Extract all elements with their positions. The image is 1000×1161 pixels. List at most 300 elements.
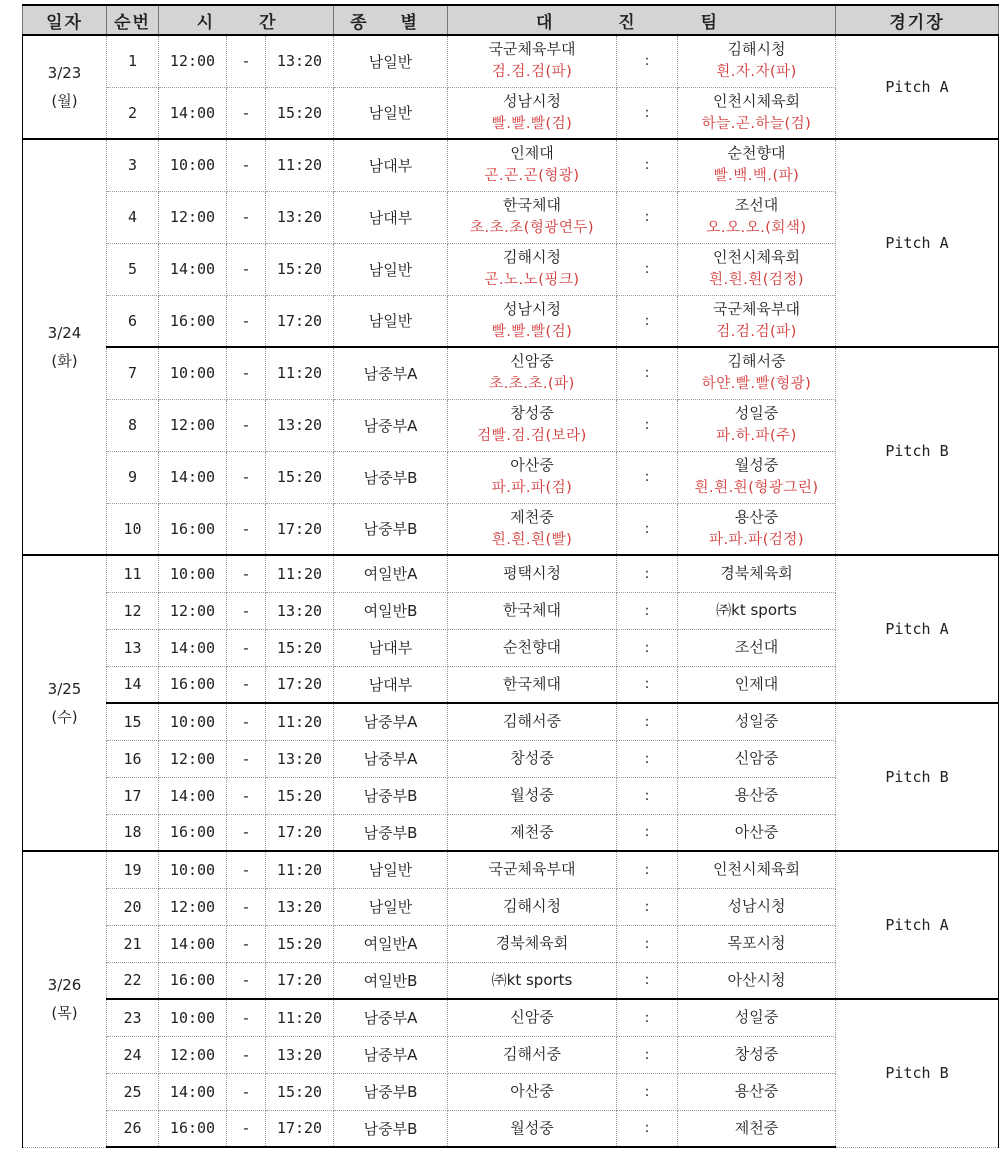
vs-colon: :: [617, 347, 678, 399]
start-time: 12:00: [159, 740, 227, 777]
home-team: 아산중: [510, 456, 554, 474]
home-team: 월성중: [510, 786, 554, 804]
match-number: 17: [107, 777, 159, 814]
time-separator: -: [227, 87, 266, 139]
category-cell: 남대부: [334, 666, 448, 703]
date-label: 3/26: [47, 976, 82, 995]
home-team: 김해시청: [503, 897, 561, 915]
vs-colon: :: [617, 451, 678, 503]
vs-colon: :: [617, 814, 678, 851]
end-time: 13:20: [266, 740, 334, 777]
home-uniform: 초.초.초(형광연두): [469, 220, 595, 236]
vs-colon: :: [617, 139, 678, 191]
time-separator: -: [227, 451, 266, 503]
category-cell: 남대부: [334, 139, 448, 191]
time-separator: -: [227, 814, 266, 851]
start-time: 10:00: [159, 139, 227, 191]
home-team-cell: [448, 35, 617, 87]
home-team: 인제대: [510, 144, 554, 163]
date-cell: [23, 35, 107, 139]
start-time: 16:00: [159, 503, 227, 555]
weekday-label: (목): [51, 1004, 78, 1023]
home-team: 제천중: [510, 822, 554, 841]
away-team-cell: [678, 1073, 836, 1110]
home-team-cell: [448, 851, 617, 888]
end-time: 13:20: [266, 191, 334, 243]
home-team: 경북체육회: [495, 934, 569, 952]
start-time: 12:00: [159, 888, 227, 925]
weekday-label: (월): [51, 92, 78, 110]
end-time: 13:20: [266, 1036, 334, 1073]
category-cell: 남일반: [334, 35, 448, 87]
vs-colon: :: [617, 1073, 678, 1110]
end-time: 11:20: [266, 139, 334, 191]
time-separator: -: [227, 295, 266, 347]
home-team: 김해서중: [503, 1045, 561, 1063]
end-time: 17:20: [266, 503, 334, 555]
home-team-cell: [448, 347, 617, 399]
away-uniform: 하늘.곤.하늘(검): [701, 115, 812, 132]
venue-cell: Pitch B: [836, 347, 999, 555]
away-team-cell: [678, 592, 836, 629]
away-team-cell: [678, 925, 836, 962]
match-row: [23, 35, 999, 87]
vs-colon: :: [617, 629, 678, 666]
vs-colon: :: [617, 777, 678, 814]
away-team: 성일중: [734, 712, 779, 731]
home-uniform: 곤.노.노(핑크): [484, 272, 580, 288]
start-time: 16:00: [159, 1110, 227, 1147]
match-number: 6: [107, 295, 159, 347]
away-team-cell: [678, 139, 836, 191]
end-time: 17:20: [266, 962, 334, 999]
home-team: 평택시청: [503, 564, 561, 583]
category-cell: 남중부B: [334, 777, 448, 814]
time-separator: -: [227, 1110, 266, 1147]
start-time: 10:00: [159, 999, 227, 1036]
end-time: 13:20: [266, 35, 334, 87]
venue-cell: Pitch B: [836, 999, 999, 1147]
away-uniform: 검.검.검(파): [716, 323, 797, 340]
away-team: 아산시청: [727, 970, 786, 989]
away-team-cell: [678, 629, 836, 666]
away-uniform: 흰.자.자(파): [716, 64, 797, 81]
start-time: 14:00: [159, 243, 227, 295]
header-date: 일자: [23, 5, 107, 35]
away-team-cell: [678, 399, 836, 451]
date-label: 3/24: [47, 324, 82, 342]
away-team-cell: [678, 1036, 836, 1073]
end-time: 15:20: [266, 87, 334, 139]
away-team: 조선대: [734, 638, 779, 656]
match-row: [23, 703, 999, 740]
category-cell: 남중부A: [334, 999, 448, 1036]
match-row: [23, 851, 999, 888]
category-cell: 남대부: [334, 191, 448, 243]
vs-colon: :: [617, 851, 678, 888]
category-cell: 남일반: [334, 243, 448, 295]
match-row: [23, 139, 999, 191]
match-number: 22: [107, 962, 159, 999]
category-cell: 여일반B: [334, 592, 448, 629]
home-team-cell: [448, 740, 617, 777]
home-team-cell: [448, 814, 617, 851]
home-team: 한국체대: [503, 196, 561, 214]
vs-colon: :: [617, 87, 678, 139]
start-time: 10:00: [159, 555, 227, 592]
vs-colon: :: [617, 999, 678, 1036]
home-team: 국군체육부대: [488, 860, 576, 879]
home-team-cell: [448, 666, 617, 703]
home-uniform: 검빨.검.검(보라): [477, 428, 587, 444]
away-team-cell: [678, 666, 836, 703]
away-team: 성남시청: [727, 897, 786, 915]
home-team-cell: [448, 451, 617, 503]
start-time: 10:00: [159, 347, 227, 399]
home-uniform: 초.초.초.(파): [489, 376, 575, 393]
header-matchup: 대 진 팀: [448, 5, 836, 35]
home-team: 한국체대: [503, 674, 561, 693]
home-team: 신암중: [510, 1008, 554, 1027]
category-cell: 여일반B: [334, 962, 448, 999]
end-time: 13:20: [266, 592, 334, 629]
away-team: 조선대: [734, 196, 779, 214]
home-team: 아산중: [510, 1082, 554, 1100]
category-cell: 남중부A: [334, 399, 448, 451]
time-separator: -: [227, 555, 266, 592]
match-number: 8: [107, 399, 159, 451]
home-team: 신암중: [510, 352, 554, 371]
match-row: [23, 347, 999, 399]
start-time: 12:00: [159, 191, 227, 243]
vs-colon: :: [617, 1036, 678, 1073]
home-team-cell: [448, 629, 617, 666]
date-label: 3/25: [47, 680, 82, 698]
away-team: 인천시체육회: [713, 860, 800, 879]
home-team-cell: [448, 243, 617, 295]
match-number: 3: [107, 139, 159, 191]
category-cell: 남일반: [334, 851, 448, 888]
home-team: 국군체육부대: [488, 40, 576, 59]
home-team: 한국체대: [503, 601, 561, 619]
time-separator: -: [227, 35, 266, 87]
vs-colon: :: [617, 962, 678, 999]
away-team: 용산중: [734, 1082, 779, 1100]
start-time: 14:00: [159, 925, 227, 962]
category-cell: 남중부B: [334, 1073, 448, 1110]
away-team-cell: [678, 1110, 836, 1147]
category-cell: 남일반: [334, 888, 448, 925]
away-uniform: 흰.흰.흰(형광그린): [694, 480, 819, 496]
time-separator: -: [227, 777, 266, 814]
match-number: 2: [107, 87, 159, 139]
start-time: 10:00: [159, 703, 227, 740]
home-team-cell: [448, 999, 617, 1036]
away-team-cell: [678, 35, 836, 87]
match-number: 7: [107, 347, 159, 399]
category-cell: 남일반: [334, 295, 448, 347]
match-number: 12: [107, 592, 159, 629]
away-team: 용산중: [734, 786, 779, 804]
time-separator: -: [227, 191, 266, 243]
match-row: [23, 555, 999, 592]
home-uniform: 파.파.파(검): [491, 480, 573, 496]
start-time: 14:00: [159, 1073, 227, 1110]
home-team-cell: [448, 925, 617, 962]
date-cell: [23, 851, 107, 1147]
away-team: 제천중: [734, 1118, 779, 1137]
venue-cell: Pitch A: [836, 851, 999, 999]
home-team-cell: [448, 295, 617, 347]
vs-colon: :: [617, 35, 678, 87]
away-team-cell: [678, 777, 836, 814]
match-row: [23, 999, 999, 1036]
venue-cell: Pitch A: [836, 139, 999, 347]
away-team: 용산중: [734, 507, 779, 526]
header-venue: 경기장: [836, 5, 999, 35]
start-time: 12:00: [159, 399, 227, 451]
vs-colon: :: [617, 888, 678, 925]
away-uniform: 파.하.파(주): [716, 428, 797, 444]
end-time: 15:20: [266, 243, 334, 295]
home-team-cell: [448, 962, 617, 999]
start-time: 14:00: [159, 87, 227, 139]
vs-colon: :: [617, 1110, 678, 1147]
weekday-label: (수): [51, 708, 78, 726]
match-number: 15: [107, 703, 159, 740]
home-team-cell: [448, 1110, 617, 1147]
match-number: 18: [107, 814, 159, 851]
match-number: 11: [107, 555, 159, 592]
start-time: 12:00: [159, 1036, 227, 1073]
end-time: 15:20: [266, 629, 334, 666]
match-number: 23: [107, 999, 159, 1036]
away-team-cell: [678, 814, 836, 851]
home-team: 제천중: [510, 507, 554, 526]
match-number: 16: [107, 740, 159, 777]
vs-colon: :: [617, 666, 678, 703]
match-number: 21: [107, 925, 159, 962]
away-team-cell: [678, 740, 836, 777]
home-uniform: 곤.곤.곤(형광): [484, 168, 580, 185]
away-team-cell: [678, 999, 836, 1036]
time-separator: -: [227, 399, 266, 451]
start-time: 16:00: [159, 666, 227, 703]
time-separator: -: [227, 999, 266, 1036]
home-team: 창성중: [510, 749, 554, 767]
category-cell: 남중부A: [334, 1036, 448, 1073]
home-uniform: 흰.흰.흰(빨): [491, 531, 573, 548]
home-team-cell: [448, 777, 617, 814]
away-team: 성일중: [734, 1008, 779, 1027]
header-time: 시 간: [159, 5, 334, 35]
vs-colon: :: [617, 925, 678, 962]
away-team: 인제대: [734, 674, 779, 693]
vs-colon: :: [617, 555, 678, 592]
start-time: 14:00: [159, 777, 227, 814]
time-separator: -: [227, 703, 266, 740]
away-team: 김해서중: [727, 352, 786, 371]
start-time: 16:00: [159, 814, 227, 851]
category-cell: 남중부B: [334, 814, 448, 851]
header-row: [23, 5, 999, 35]
away-team-cell: [678, 347, 836, 399]
home-team-cell: [448, 592, 617, 629]
start-time: 14:00: [159, 629, 227, 666]
time-separator: -: [227, 1036, 266, 1073]
away-team: 인천시체육회: [713, 248, 800, 266]
away-team: ㈜kt sports: [716, 601, 797, 619]
match-number: 13: [107, 629, 159, 666]
away-team-cell: [678, 851, 836, 888]
home-uniform: 빨.빨.빨(검): [491, 115, 573, 132]
away-team: 김해시청: [727, 40, 786, 59]
home-uniform: 빨.빨.빨(검): [491, 323, 573, 340]
vs-colon: :: [617, 295, 678, 347]
home-team-cell: [448, 1073, 617, 1110]
time-separator: -: [227, 503, 266, 555]
home-team-cell: [448, 1036, 617, 1073]
category-cell: 남중부B: [334, 451, 448, 503]
time-separator: -: [227, 629, 266, 666]
start-time: 16:00: [159, 295, 227, 347]
away-team: 국군체육부대: [713, 299, 800, 318]
away-team-cell: [678, 888, 836, 925]
home-team: 순천향대: [503, 638, 561, 656]
away-uniform: 하얀.빨.빨(형광): [701, 376, 812, 393]
away-team-cell: [678, 451, 836, 503]
start-time: 16:00: [159, 962, 227, 999]
home-team: 김해서중: [503, 712, 561, 731]
vs-colon: :: [617, 243, 678, 295]
match-number: 4: [107, 191, 159, 243]
end-time: 17:20: [266, 1110, 334, 1147]
home-team: 창성중: [510, 404, 554, 422]
home-team: 월성중: [510, 1118, 554, 1137]
header-category: 종 별: [334, 5, 448, 35]
match-number: 14: [107, 666, 159, 703]
time-separator: -: [227, 243, 266, 295]
time-separator: -: [227, 347, 266, 399]
match-number: 9: [107, 451, 159, 503]
home-team-cell: [448, 503, 617, 555]
end-time: 11:20: [266, 347, 334, 399]
schedule-body: [23, 35, 999, 1147]
match-schedule-table: [22, 4, 999, 1148]
end-time: 15:20: [266, 451, 334, 503]
end-time: 13:20: [266, 399, 334, 451]
away-team-cell: [678, 191, 836, 243]
home-team-cell: [448, 399, 617, 451]
home-team: ㈜kt sports: [491, 970, 573, 989]
venue-cell: Pitch A: [836, 555, 999, 703]
away-team-cell: [678, 555, 836, 592]
home-team: 김해시청: [503, 248, 561, 266]
category-cell: 남중부B: [334, 503, 448, 555]
away-uniform: 파.파.파(검정): [708, 531, 805, 548]
end-time: 17:20: [266, 814, 334, 851]
vs-colon: :: [617, 191, 678, 243]
home-team: 성남시청: [503, 299, 561, 318]
vs-colon: :: [617, 740, 678, 777]
end-time: 15:20: [266, 777, 334, 814]
home-team-cell: [448, 139, 617, 191]
match-number: 10: [107, 503, 159, 555]
away-team: 인천시체육회: [713, 91, 800, 110]
start-time: 12:00: [159, 592, 227, 629]
match-number: 25: [107, 1073, 159, 1110]
category-cell: 여일반A: [334, 925, 448, 962]
end-time: 11:20: [266, 555, 334, 592]
venue-cell: Pitch B: [836, 703, 999, 851]
home-team-cell: [448, 191, 617, 243]
vs-colon: :: [617, 399, 678, 451]
end-time: 11:20: [266, 999, 334, 1036]
home-team-cell: [448, 888, 617, 925]
away-team-cell: [678, 703, 836, 740]
date-cell: [23, 555, 107, 851]
home-team-cell: [448, 703, 617, 740]
end-time: 15:20: [266, 925, 334, 962]
time-separator: -: [227, 962, 266, 999]
away-uniform: 오.오.오.(회색): [706, 220, 807, 236]
match-number: 19: [107, 851, 159, 888]
home-team-cell: [448, 555, 617, 592]
weekday-label: (화): [51, 352, 78, 370]
away-team: 성일중: [734, 404, 779, 422]
match-number: 24: [107, 1036, 159, 1073]
away-team: 경북체육회: [720, 564, 793, 583]
start-time: 10:00: [159, 851, 227, 888]
end-time: 17:20: [266, 666, 334, 703]
away-team: 순천향대: [727, 144, 786, 163]
away-team: 아산중: [734, 822, 779, 841]
category-cell: 남일반: [334, 87, 448, 139]
match-number: 1: [107, 35, 159, 87]
end-time: 15:20: [266, 1073, 334, 1110]
time-separator: -: [227, 851, 266, 888]
time-separator: -: [227, 1073, 266, 1110]
away-uniform: 빨.백.백.(파): [713, 168, 800, 185]
category-cell: 남중부A: [334, 347, 448, 399]
away-team: 목포시청: [727, 934, 786, 952]
start-time: 14:00: [159, 451, 227, 503]
away-team: 월성중: [734, 456, 779, 474]
time-separator: -: [227, 139, 266, 191]
date-cell: [23, 139, 107, 555]
end-time: 17:20: [266, 295, 334, 347]
start-time: 12:00: [159, 35, 227, 87]
vs-colon: :: [617, 592, 678, 629]
vs-colon: :: [617, 703, 678, 740]
venue-cell: Pitch A: [836, 35, 999, 139]
time-separator: -: [227, 925, 266, 962]
away-uniform: 흰.흰.흰(검정): [708, 272, 805, 288]
category-cell: 남대부: [334, 629, 448, 666]
category-cell: 여일반A: [334, 555, 448, 592]
end-time: 11:20: [266, 703, 334, 740]
time-separator: -: [227, 740, 266, 777]
category-cell: 남중부B: [334, 1110, 448, 1147]
away-team: 신암중: [734, 749, 779, 767]
time-separator: -: [227, 666, 266, 703]
end-time: 11:20: [266, 851, 334, 888]
home-team: 성남시청: [503, 91, 561, 110]
match-number: 5: [107, 243, 159, 295]
away-team: 창성중: [734, 1045, 779, 1063]
match-number: 20: [107, 888, 159, 925]
end-time: 13:20: [266, 888, 334, 925]
